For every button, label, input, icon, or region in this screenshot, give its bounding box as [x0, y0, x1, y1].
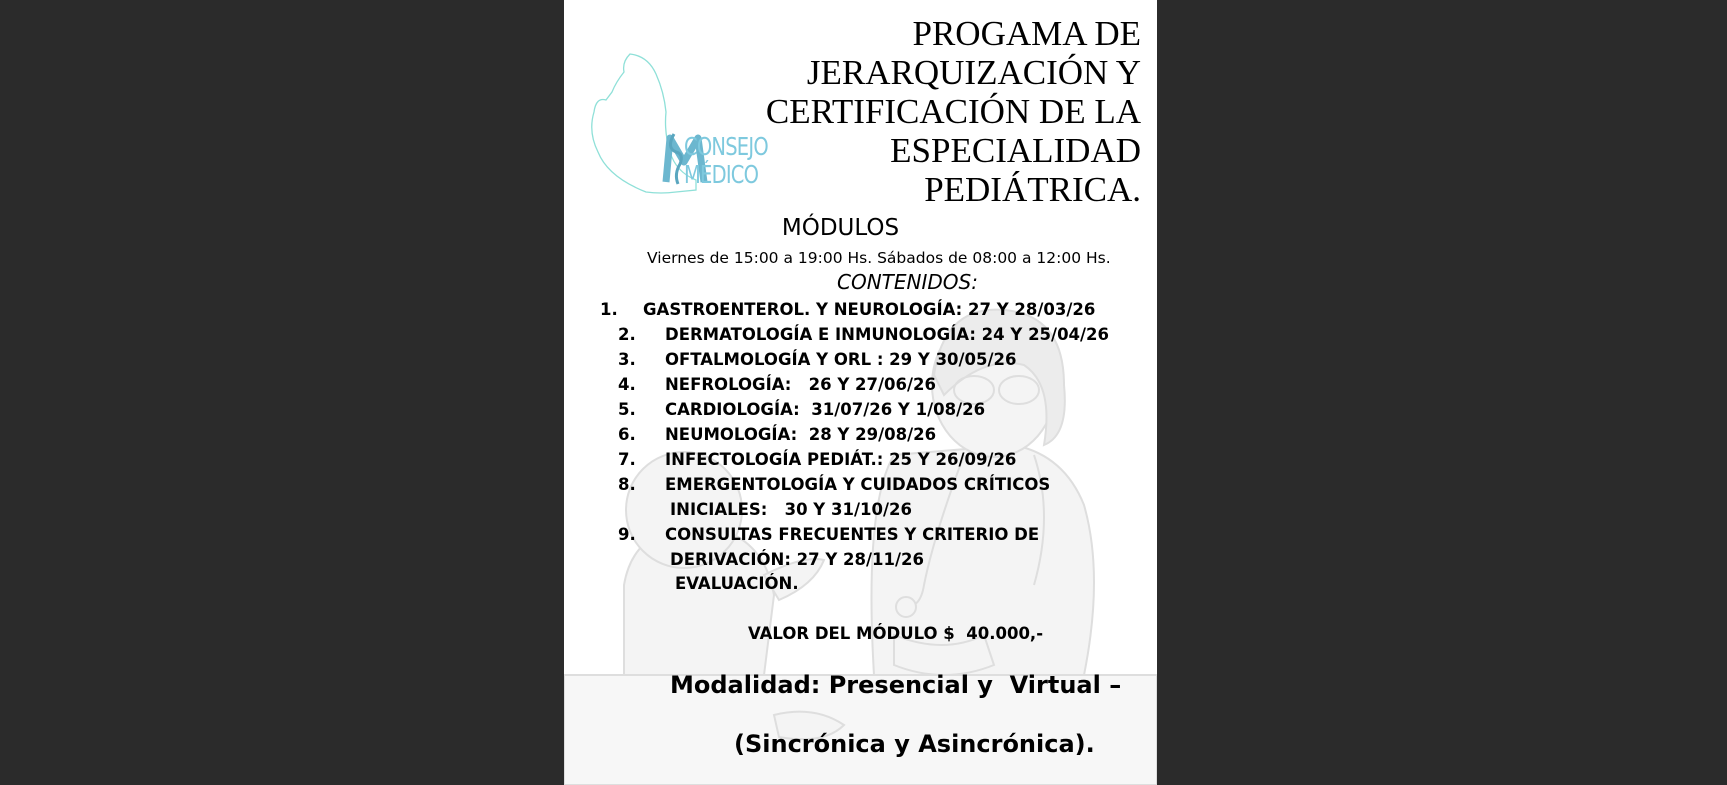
logo-text-consejo: CONSEJO	[684, 132, 768, 161]
content-item	[618, 450, 1017, 469]
content-item	[618, 525, 1040, 569]
content-item	[618, 475, 1051, 519]
modulos-heading-text: MÓDULOS	[781, 215, 900, 241]
contenidos-heading: CONTENIDOS:	[837, 270, 978, 294]
item-number: 8.	[618, 475, 636, 494]
item-text: GASTROENTEROL. Y NEUROLOGÍA: 27 Y 28/03/26	[643, 300, 1096, 319]
modulos-heading	[564, 215, 1157, 241]
item-number: 9.	[618, 525, 636, 544]
modality-line-2: (Sincrónica y Asincrónica).	[734, 730, 1095, 758]
item-text-continued: INICIALES: 30 Y 31/10/26	[670, 500, 912, 519]
module-price: VALOR DEL MÓDULO $ 40.000,-	[748, 624, 1044, 643]
title-line: JERARQUIZACIÓN Y	[806, 53, 1141, 92]
item-number: 7.	[618, 450, 636, 469]
title-line: PEDIÁTRICA.	[924, 170, 1141, 209]
item-text: NEUMOLOGÍA: 28 Y 29/08/26	[665, 425, 937, 444]
item-text-continued: DERIVACIÓN: 27 Y 28/11/26	[670, 550, 924, 569]
content-item	[618, 325, 1110, 344]
item-text: CARDIOLOGÍA: 31/07/26 Y 1/08/26	[665, 400, 986, 419]
item-text: DERMATOLOGÍA E INMUNOLOGÍA: 24 Y 25/04/26	[665, 325, 1110, 344]
logo-text-medico: MÉDICO	[684, 160, 759, 189]
title-line: CERTIFICACIÓN DE LA	[765, 92, 1141, 131]
item-number: 5.	[618, 400, 636, 419]
item-text: EMERGENTOLOGÍA Y CUIDADOS CRÍTICOS	[665, 475, 1051, 494]
content-item	[618, 400, 986, 419]
content-item	[618, 375, 936, 394]
item-number: 6.	[618, 425, 636, 444]
item-number: 3.	[618, 350, 636, 369]
item-text: NEFROLOGÍA: 26 Y 27/06/26	[665, 375, 936, 394]
schedule-text: Viernes de 15:00 a 19:00 Hs. Sábados de 08:00 a 12:00 Hs.	[647, 249, 1111, 267]
program-title	[701, 14, 1141, 209]
item-number: 1.	[600, 300, 618, 319]
item-number: 4.	[618, 375, 636, 394]
item-text: INFECTOLOGÍA PEDIÁT.: 25 Y 26/09/26	[665, 450, 1017, 469]
evaluation-text: EVALUACIÓN.	[675, 574, 799, 593]
title-line: PROGAMA DE	[912, 14, 1141, 53]
item-number: 2.	[618, 325, 636, 344]
item-text: OFTALMOLOGÍA Y ORL : 29 Y 30/05/26	[665, 350, 1017, 369]
document-page	[564, 0, 1157, 785]
content-item	[618, 425, 937, 444]
modality-line-1: Modalidad: Presencial y Virtual –	[670, 671, 1122, 699]
content-item	[600, 300, 1096, 319]
title-line: ESPECIALIDAD	[890, 131, 1141, 170]
content-item	[618, 350, 1017, 369]
item-text: CONSULTAS FRECUENTES Y CRITERIO DE	[665, 525, 1040, 544]
